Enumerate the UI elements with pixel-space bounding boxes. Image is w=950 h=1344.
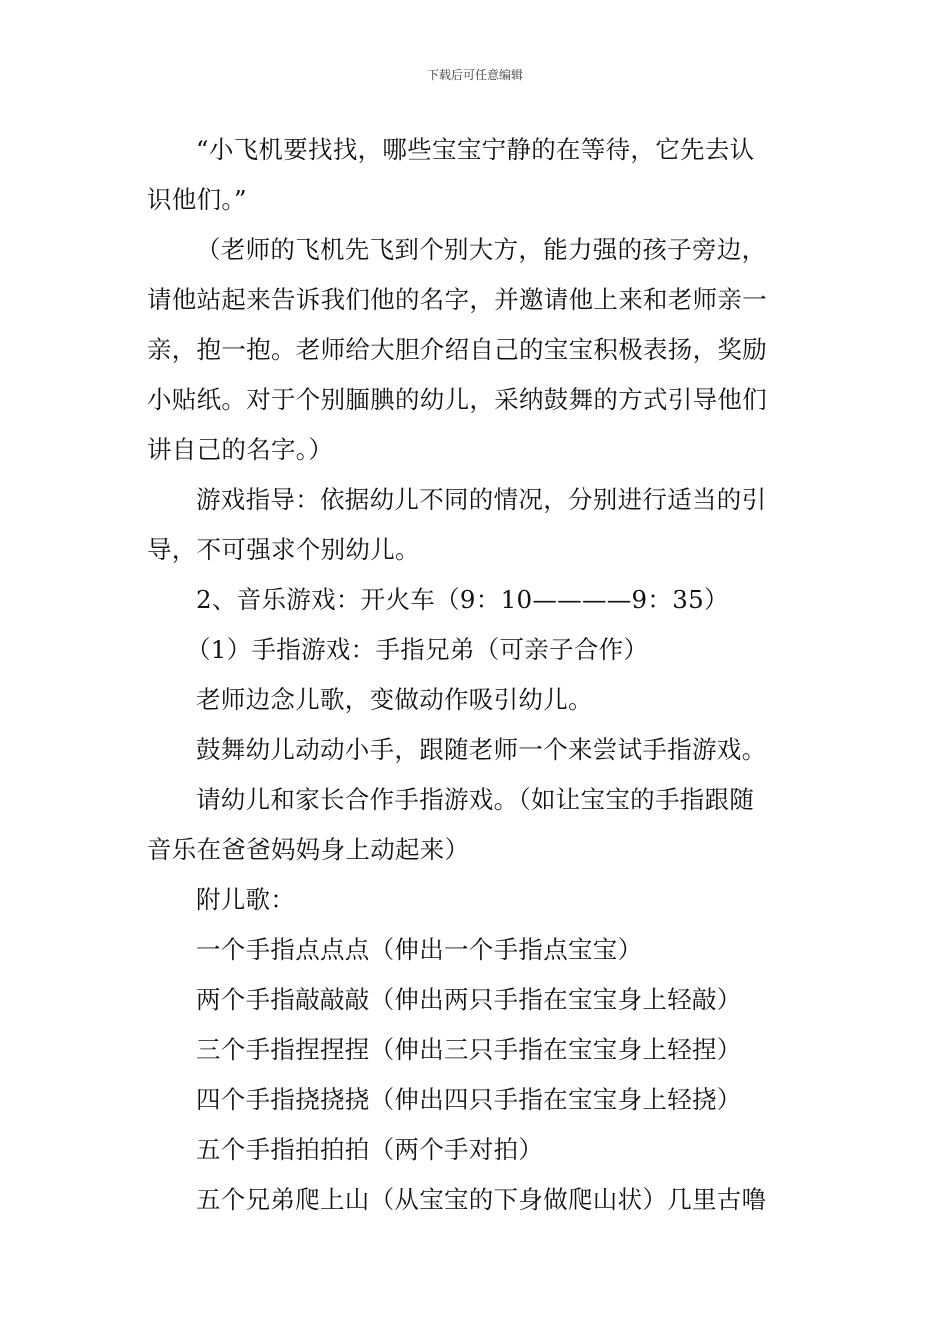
paragraph-line: 请幼儿和家长合作手指游戏。（如让宝宝的手指跟随 (196, 785, 755, 814)
paragraph-line: 老师边念儿歌，变做动作吸引幼儿。 (196, 685, 593, 714)
paragraph-line: 亲，抱一抱。老师给大胆介绍自己的宝宝积极表扬，奖励 (147, 335, 767, 364)
song-line: 五个手指拍拍拍（两个手对拍） (196, 1135, 544, 1164)
section-heading: 2、音乐游戏：开火车（9：10————9：35） (196, 585, 729, 614)
paragraph-line: 小贴纸。对于个别腼腆的幼儿，采纳鼓舞的方式引导他们 (147, 385, 767, 414)
paragraph-line: 音乐在爸爸妈妈身上动起来） (147, 835, 470, 864)
paragraph-line: 请他站起来告诉我们他的名字，并邀请他上来和老师亲一 (147, 285, 767, 314)
paragraph-line: 导，不可强求个别幼儿。 (147, 535, 420, 564)
page-header: 下载后可任意编辑 (426, 68, 523, 82)
subsection-heading: （1）手指游戏：手指兄弟（可亲子合作） (186, 635, 649, 664)
paragraph-line: 附儿歌： (196, 885, 296, 914)
song-line: 一个手指点点点（伸出一个手指点宝宝） (196, 935, 643, 964)
paragraph-line: 鼓舞幼儿动动小手，跟随老师一个来尝试手指游戏。 (196, 735, 767, 764)
paragraph-line: 识他们。” (147, 185, 247, 214)
song-line: 四个手指挠挠挠（伸出四只手指在宝宝身上轻挠） (196, 1085, 742, 1114)
paragraph-line: （老师的飞机先飞到个别大方，能力强的孩子旁边， (196, 235, 767, 264)
song-line: 两个手指敲敲敲（伸出两只手指在宝宝身上轻敲） (196, 985, 742, 1014)
song-line: 三个手指捏捏捏（伸出三只手指在宝宝身上轻捏） (196, 1035, 742, 1064)
paragraph-line: 讲自己的名字。） (147, 435, 334, 464)
paragraph-line: 游戏指导：依据幼儿不同的情况，分别进行适当的引 (196, 485, 767, 514)
song-line: 五个兄弟爬上山（从宝宝的下身做爬山状）几里古噜 (196, 1185, 767, 1214)
paragraph-line: “小飞机要找找，哪些宝宝宁静的在等待，它先去认 (196, 135, 755, 164)
